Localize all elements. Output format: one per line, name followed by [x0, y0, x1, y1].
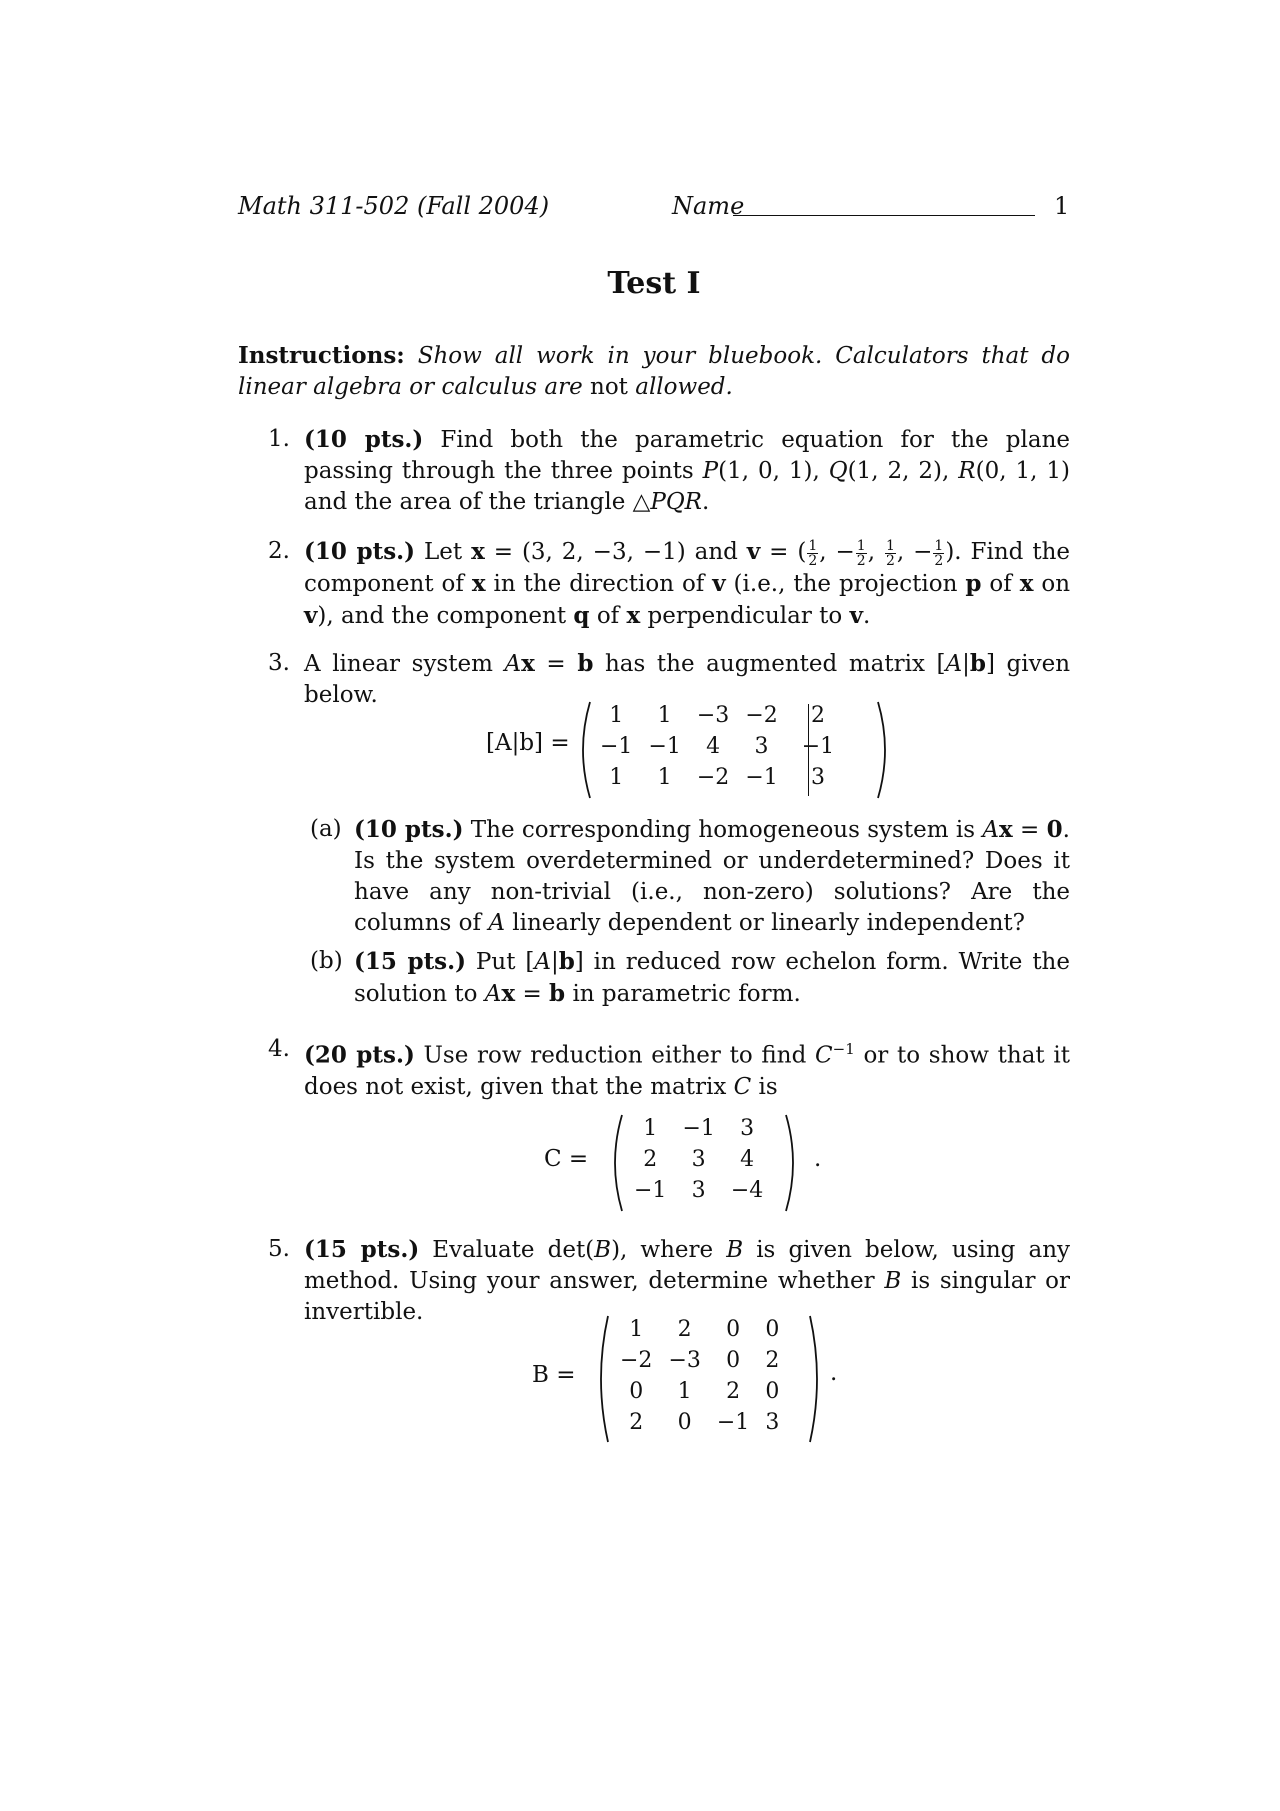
problem-number: 5.	[268, 1236, 290, 1262]
matrix-b	[592, 1314, 787, 1438]
left-paren	[606, 1113, 626, 1213]
matrix-entry: −1	[745, 765, 778, 790]
problem-number: 3.	[268, 650, 290, 676]
exam-page: Math 311-502 (Fall 2004) Name 1 Test I Instructions: Show all work in your bluebook. Calculators that do linear algebra or calculus are not allowed. 1. (10 pts.) Find both the parametric equation for the plane passing through the three points P(1, 0, 1), Q(1, 2, 2), R(0, 1, 1) and the area of the triangle △PQR. 2. (10 pts.) Let x = (3, 2, −3, −1) and v = ( $\frac{1}{2}$ , − $\frac{1}{2}$ , $\frac{1}{2}$ , − $\frac{1}{2}$ ). Find the component of x in the direction of v (i.e., the projection p of x on v), and the component q of x perpendicular to v. 3. A linear system Ax = b has the augmented matrix [A|b] given below. [A|b] = 1 1 −3 −2 2 −1 −1 4 3 −1 1 1 −2 −1 3 (a) (10 pts.) The corresponding homogeneous system is Ax = 0. Is the system overdetermined or underdetermined? Does it have any non-trivial (i.e., non-zero) solutions? Are the columns of A linearly dependent or linearly independent? (b) (15 pts.) Put [A|b] in reduced row echelon form. Write the solution to Ax = b in parametric form. 4. (20 pts.) Use row reduction either to find $C^{-1}$ or to show that it does not exist, given that the matrix C is C = 1 −1 3 2 3 4 −1 3 −4 . 5. (15 pts.) Evaluate det(B), where B is given below, using any method. Using your answer, determine whether B is singular or invertible. B = 1 2 0 0 −2 −3 0 2 0 1 2 0 2 0 −1 3 .	[0, 0, 1280, 1811]
matrix-entry: 1	[609, 703, 624, 728]
matrix-entry: 3	[810, 765, 825, 790]
matrix-entry: 3	[691, 1147, 706, 1172]
subpart-points: (15 pts.)	[354, 948, 467, 975]
course-header: Math 311-502 (Fall 2004)	[238, 192, 550, 220]
problem-points: (10 pts.)	[304, 426, 424, 453]
subpart-label: (a)	[310, 816, 342, 842]
problem-number: 4.	[268, 1036, 290, 1062]
matrix-entry: 3	[754, 734, 769, 759]
matrix-entry: 2	[765, 1348, 780, 1373]
left-paren	[592, 1314, 612, 1444]
right-paren	[782, 1113, 802, 1213]
matrix-entry: 1	[677, 1379, 692, 1404]
matrix-entry: 1	[657, 765, 672, 790]
matrix-row	[612, 1407, 787, 1438]
augmented-matrix-label: [A|b] =	[486, 730, 570, 756]
matrix-entry: 0	[765, 1317, 780, 1342]
instructions-text: Show all work in your bluebook. Calculators that do linear algebra or calculus are	[238, 343, 1070, 400]
right-paren	[806, 1314, 826, 1444]
matrix-entry: −1	[682, 1116, 715, 1141]
instructions	[238, 340, 1070, 403]
matrix-entry: 2	[810, 703, 825, 728]
matrix-row	[626, 1113, 771, 1144]
matrix-entry: −2	[745, 703, 778, 728]
matrix-entry: 1	[609, 765, 624, 790]
problem-number: 2.	[268, 538, 290, 564]
matrix-entry: 0	[629, 1379, 644, 1404]
instructions-allowed: allowed.	[635, 374, 733, 400]
matrix-c-label: C =	[544, 1146, 589, 1172]
matrix-entry: −2	[696, 765, 730, 790]
matrix-entry: −3	[668, 1348, 701, 1373]
matrix-entry: 0	[677, 1410, 692, 1435]
page-number: 1	[1054, 192, 1070, 220]
matrix-entry: 0	[765, 1379, 780, 1404]
matrix-c-table	[626, 1113, 771, 1206]
matrix-entry: 2	[643, 1147, 658, 1172]
matrix-entry: −2	[620, 1348, 653, 1373]
subpart-points: (10 pts.)	[354, 816, 464, 843]
matrix-b-table	[612, 1314, 787, 1438]
matrix-entry: 1	[629, 1317, 644, 1342]
problem-number: 1.	[268, 426, 290, 452]
matrix-entry: −1	[801, 734, 835, 759]
matrix-row	[626, 1144, 771, 1175]
problem-points: (15 pts.)	[304, 1236, 420, 1263]
matrix-c	[606, 1113, 771, 1206]
right-paren	[874, 700, 894, 800]
matrix-row	[592, 731, 842, 762]
matrix-entry: −4	[730, 1178, 764, 1203]
period: .	[830, 1360, 838, 1386]
matrix-entry: −1	[600, 734, 633, 759]
matrix-row	[626, 1175, 771, 1206]
matrix-entry: −1	[634, 1178, 667, 1203]
name-blank-line	[733, 215, 1035, 216]
matrix-entry: 3	[740, 1116, 755, 1141]
augment-bar	[808, 704, 809, 796]
matrix-entry: −1	[716, 1410, 750, 1435]
augmented-matrix	[574, 700, 842, 793]
matrix-entry: 0	[726, 1348, 741, 1373]
matrix-entry: 1	[657, 703, 672, 728]
problem-points: (20 pts.)	[304, 1041, 415, 1069]
matrix-entry: 2	[629, 1410, 644, 1435]
subpart-label: (b)	[310, 948, 343, 974]
matrix-row	[592, 700, 842, 731]
augmented-matrix-table	[592, 700, 842, 793]
page-title: Test I	[607, 266, 701, 301]
matrix-row	[612, 1345, 787, 1376]
matrix-entry: 4	[706, 734, 721, 759]
name-label: Name	[672, 192, 745, 220]
instructions-label: Instructions:	[238, 342, 405, 369]
matrix-row	[612, 1314, 787, 1345]
matrix-entry: 0	[726, 1317, 741, 1342]
matrix-entry: 1	[643, 1116, 658, 1141]
period: .	[814, 1146, 822, 1172]
matrix-entry: −3	[696, 703, 730, 728]
matrix-row	[612, 1376, 787, 1407]
matrix-entry: 3	[765, 1410, 780, 1435]
matrix-entry: 3	[691, 1178, 706, 1203]
matrix-row	[592, 762, 842, 793]
problem-points: (10 pts.)	[304, 538, 416, 565]
matrix-b-label: B =	[532, 1362, 576, 1388]
matrix-entry: 4	[740, 1147, 755, 1172]
left-paren	[574, 700, 594, 800]
instructions-not: not	[590, 374, 628, 400]
matrix-entry: 2	[726, 1379, 741, 1404]
matrix-entry: 2	[677, 1317, 692, 1342]
matrix-entry: −1	[648, 734, 681, 759]
